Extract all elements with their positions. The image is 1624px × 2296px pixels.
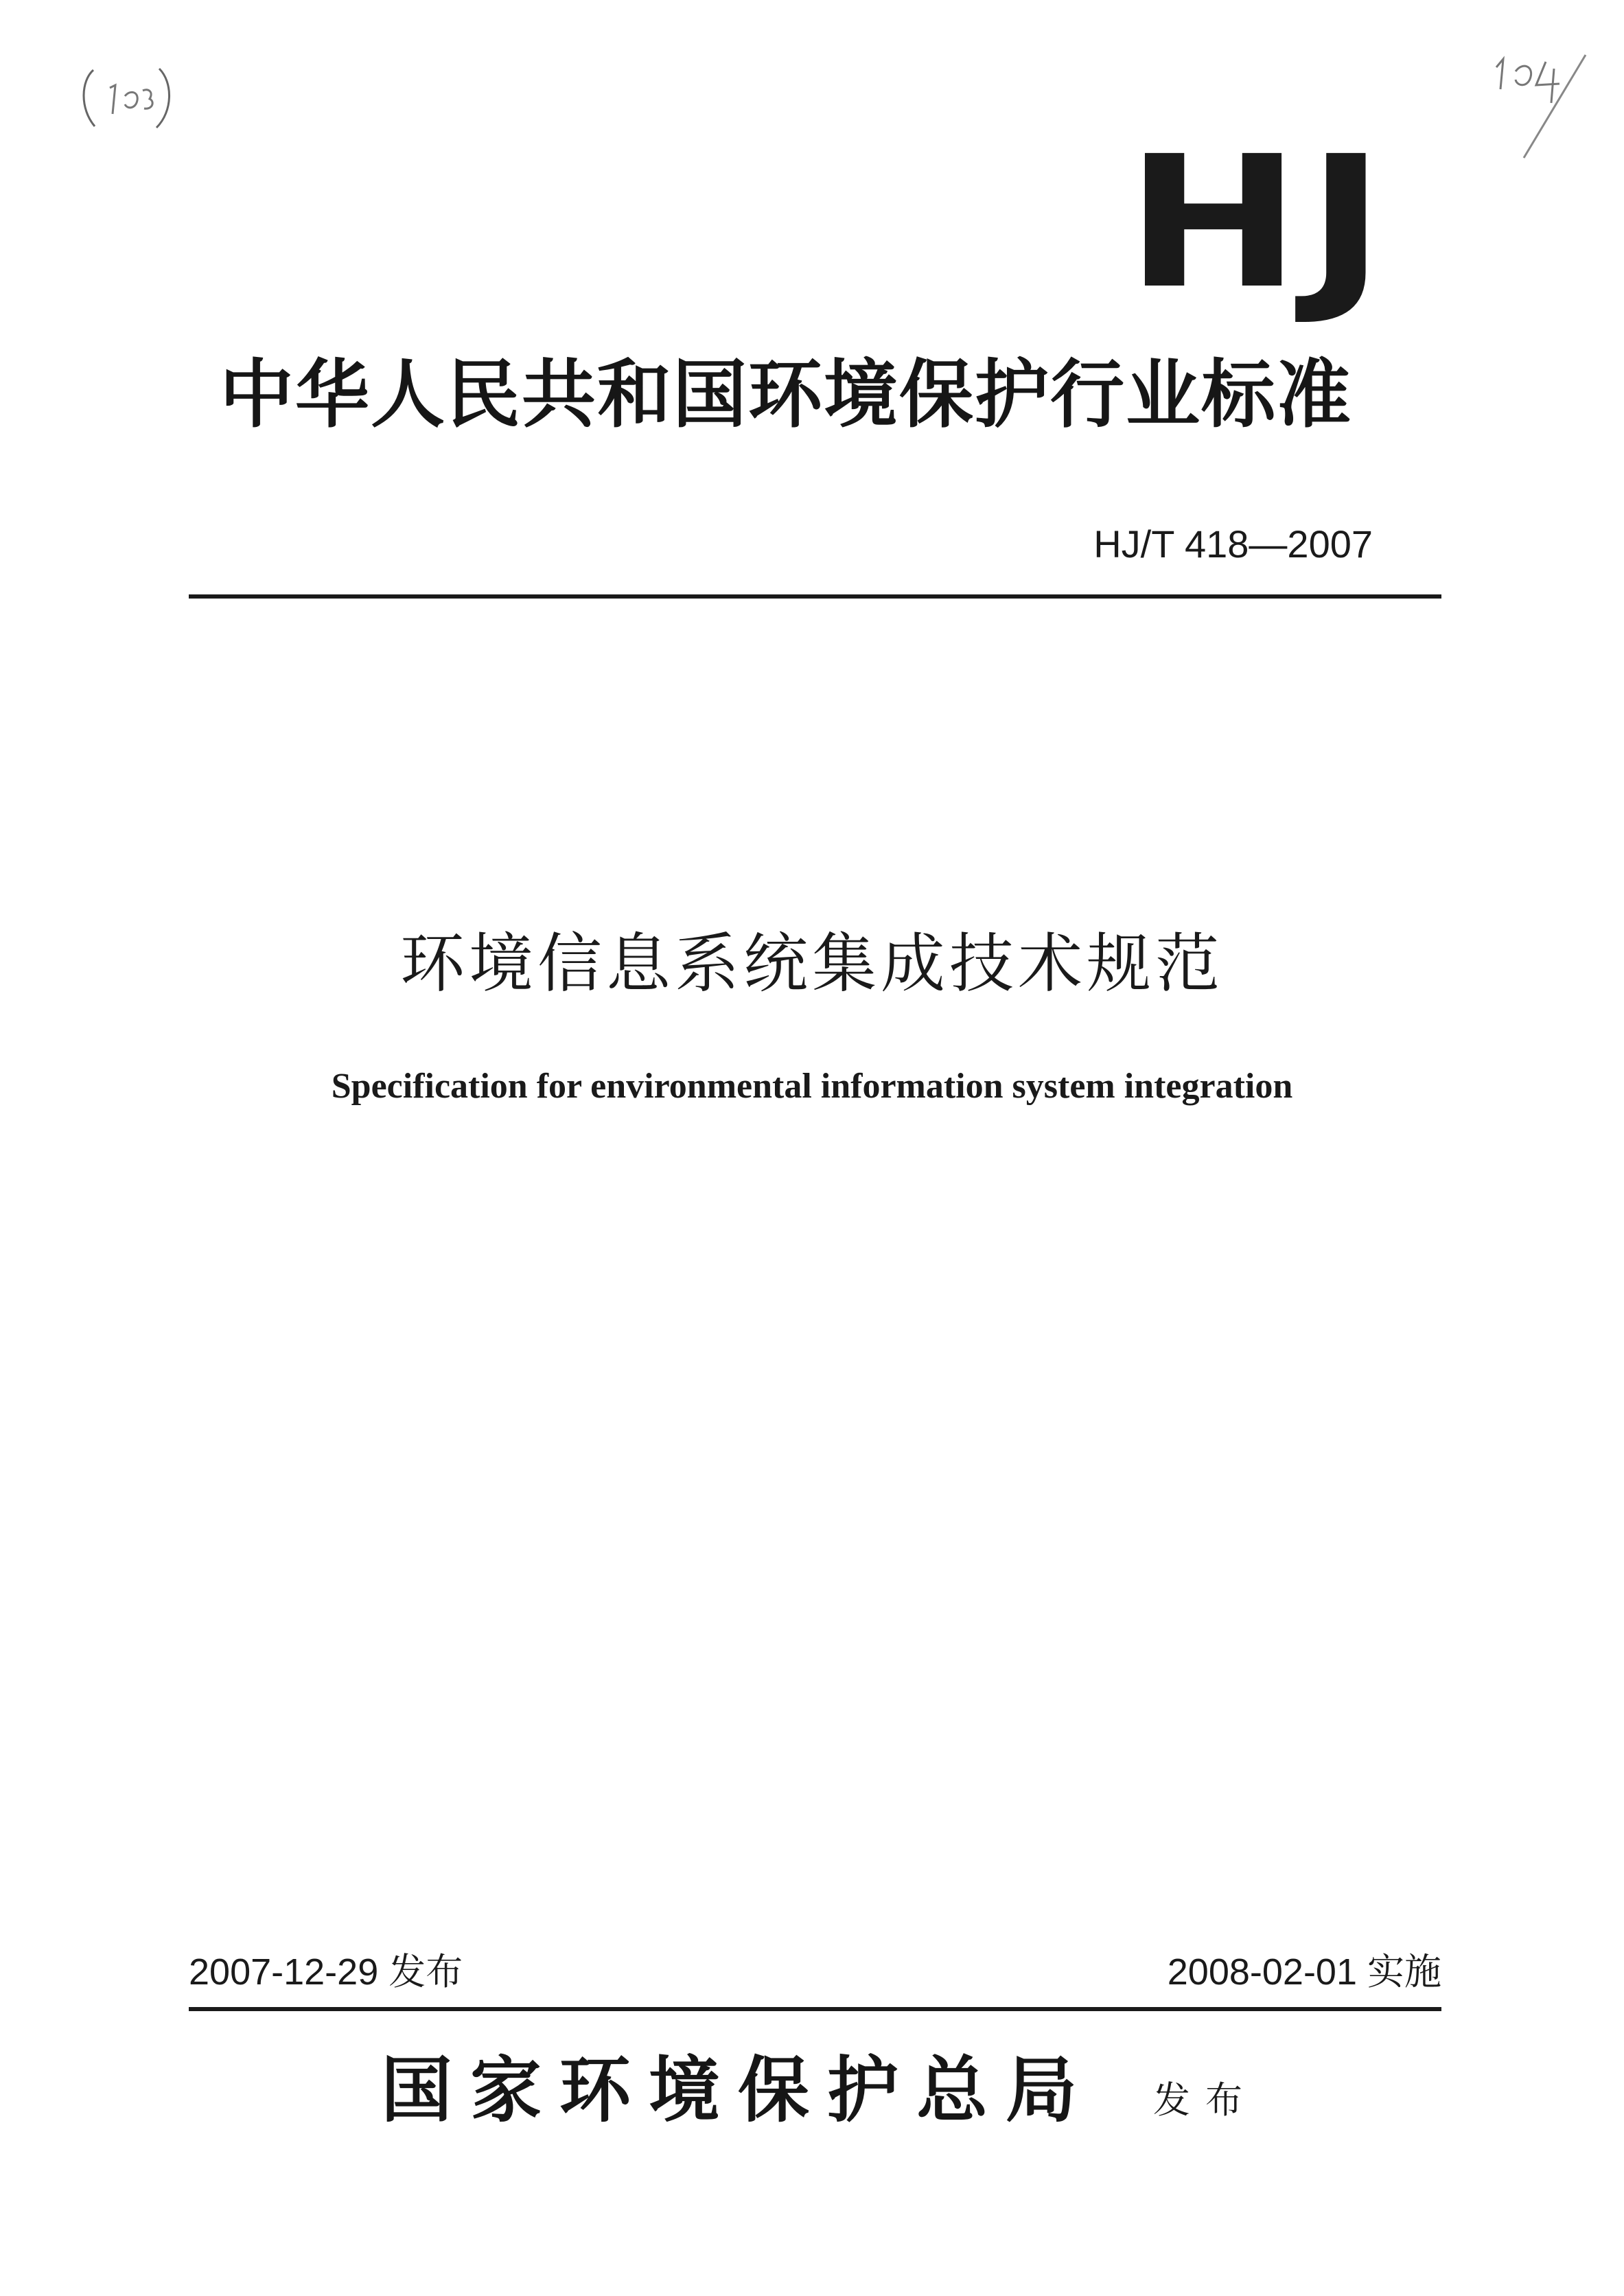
document-title-chinese: 环境信息系统集成技术规范 [399,927,1224,1001]
issue-date: 2007-12-29 发布 [189,1951,463,1993]
footer-divider [189,2007,1441,2011]
publish-label: 发布 [1153,2078,1257,2122]
publisher-name: 国家环境保护总局 [381,2048,1095,2132]
org-standard-title: 中华人民共和国环境保护行业标准 [220,351,1353,438]
implementation-date: 2008-02-01 实施 [1167,1951,1441,1993]
standard-code: HJ/T 418—2007 [1093,522,1373,566]
header-divider [189,594,1441,599]
hj-logo: HJ [1126,117,1391,329]
handwritten-page-mark-left [74,60,177,136]
handwritten-page-mark-right [1483,41,1613,165]
document-title-english: Specification for environmental information system integration [331,1067,1293,1106]
